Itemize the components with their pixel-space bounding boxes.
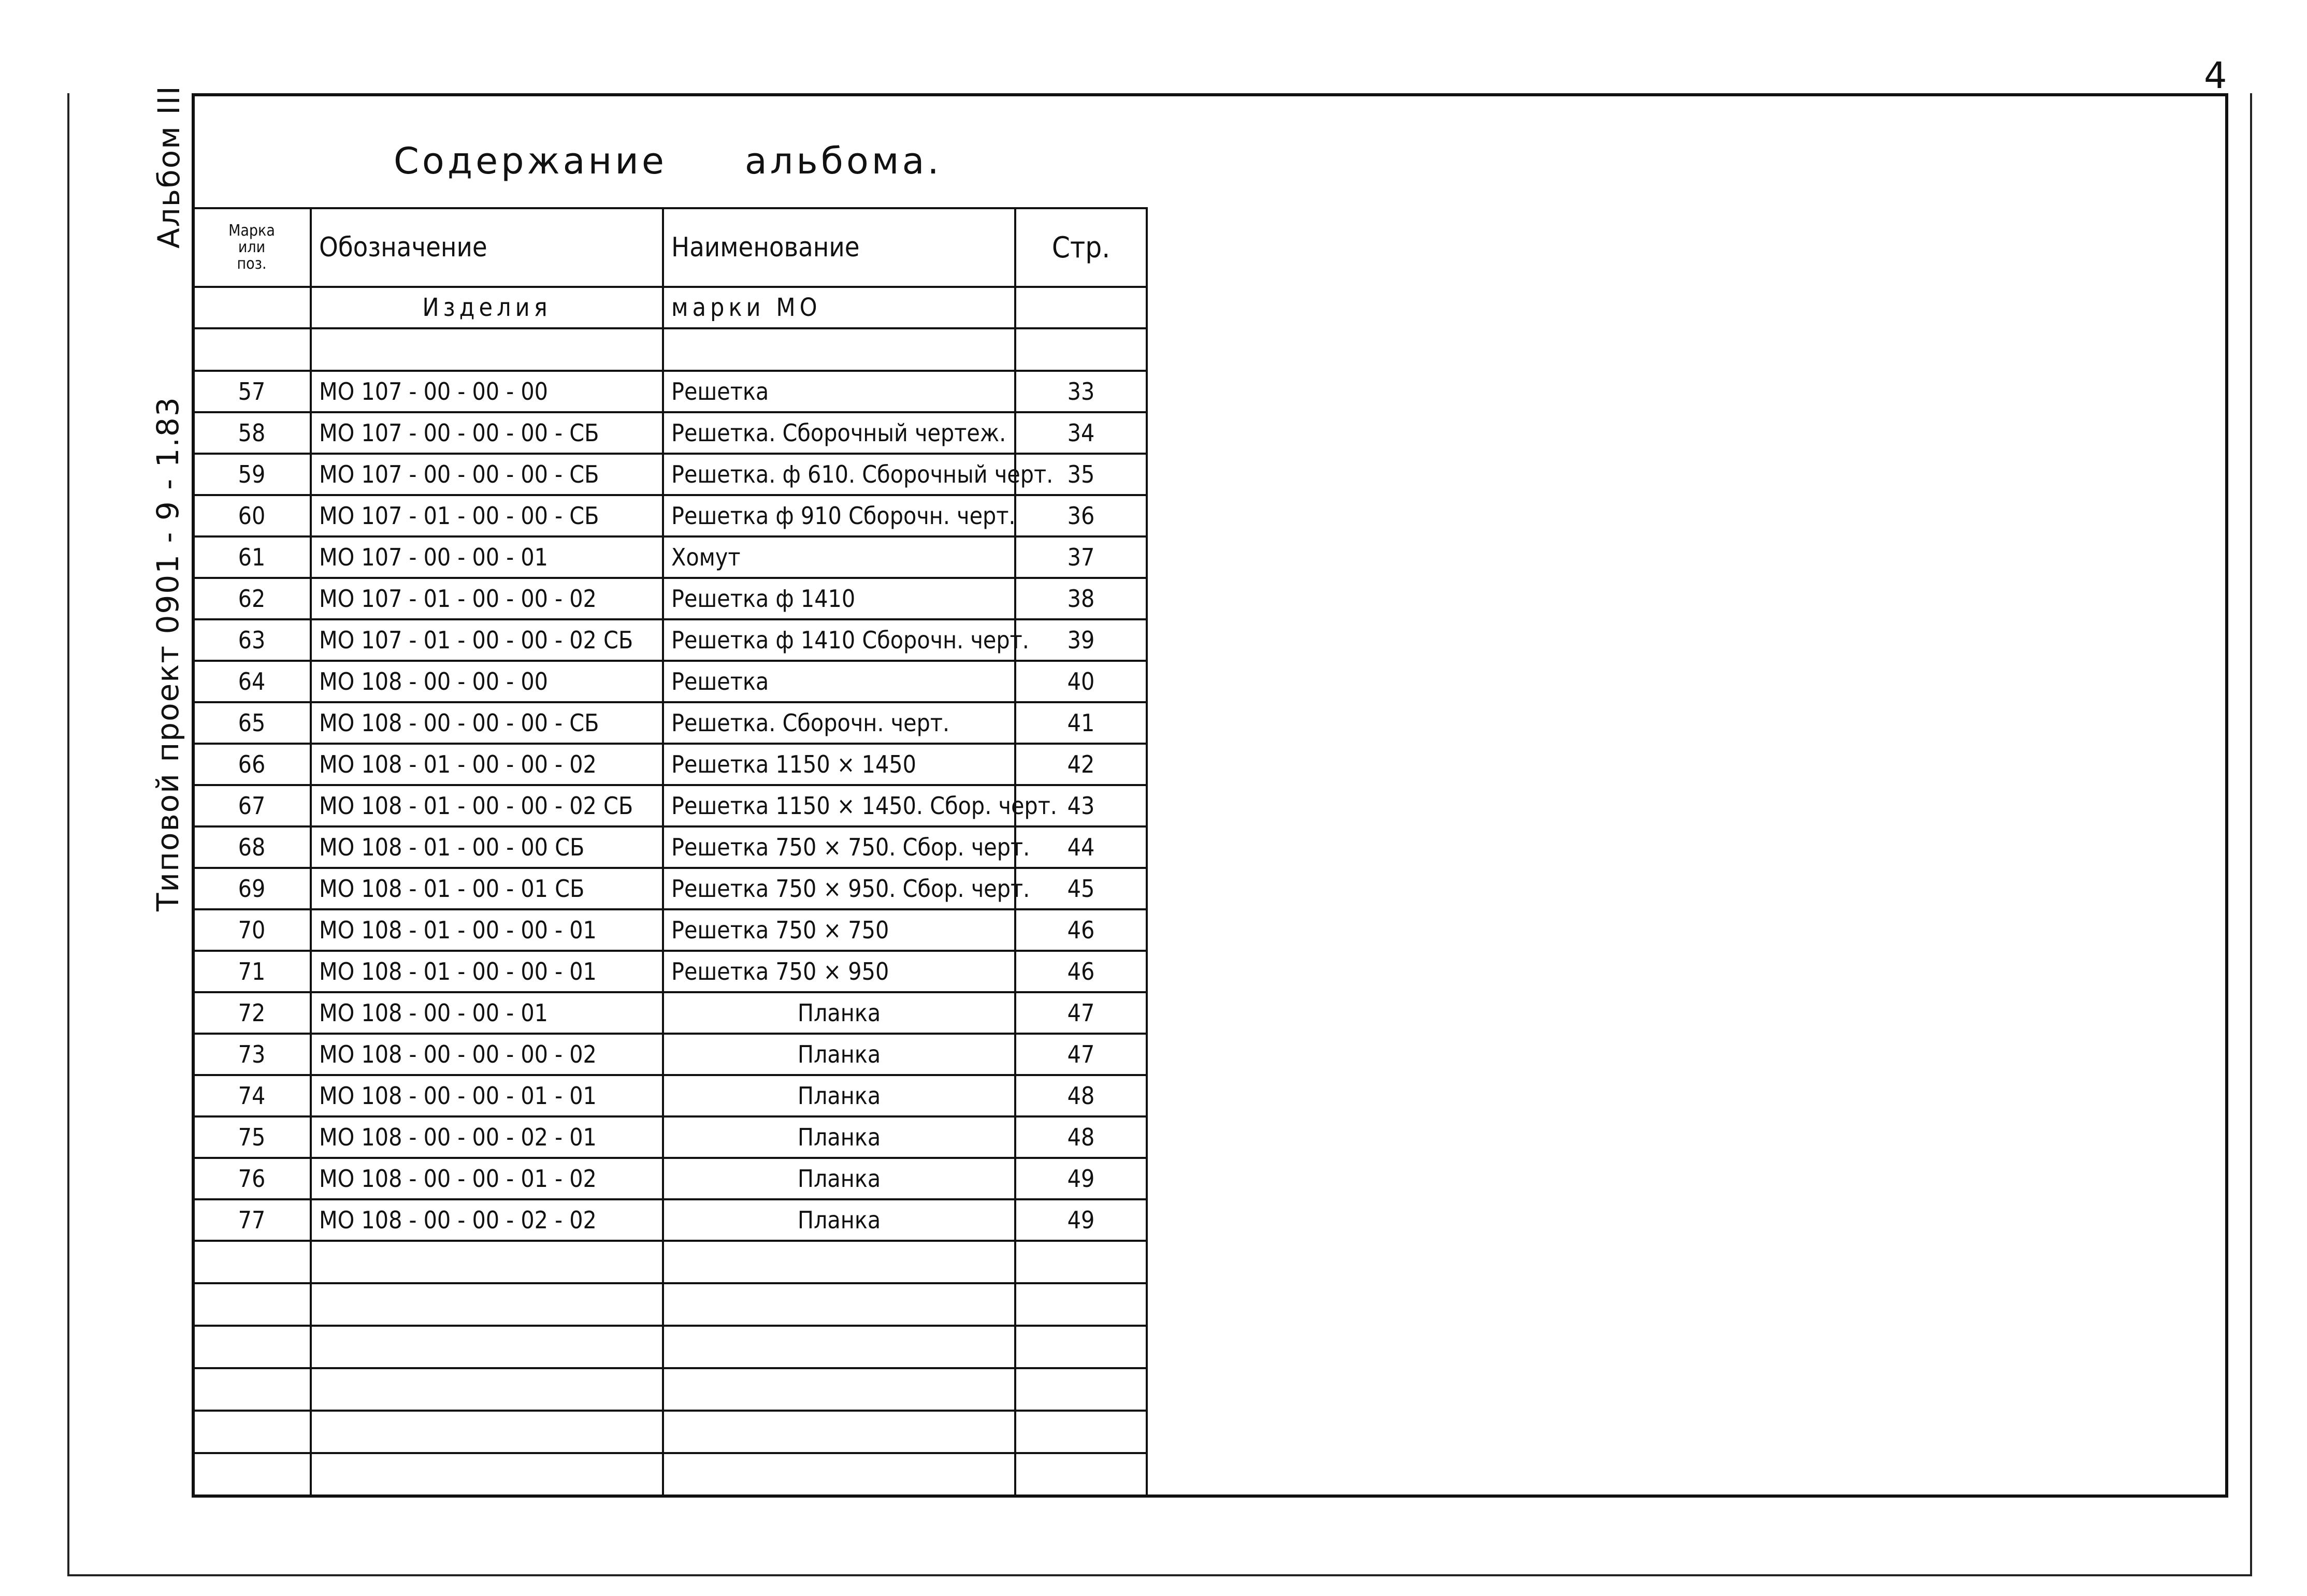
title-word-album: альбома.	[744, 140, 942, 182]
row-page: 41	[1015, 702, 1147, 744]
row-designation: МО 108 - 00 - 00 - 02 - 02	[311, 1199, 663, 1241]
row-name: Решетка	[663, 371, 1015, 412]
row-name: Решетка 750 × 950	[663, 951, 1015, 992]
header-designation: Обозначение	[311, 208, 663, 287]
row-name: Планка	[663, 1116, 1015, 1158]
table-row	[193, 661, 1147, 702]
row-page: 40	[1015, 661, 1147, 702]
row-position: 70	[193, 909, 311, 951]
row-page: 38	[1015, 578, 1147, 619]
row-designation: МО 108 - 01 - 00 - 00 - 02 СБ	[311, 785, 663, 826]
row-name: Решетка ф 1410	[663, 578, 1015, 619]
row-designation: МО 107 - 01 - 00 - 00 - 02 СБ	[311, 619, 663, 661]
row-page: 36	[1015, 495, 1147, 536]
table-row	[193, 744, 1147, 785]
empty-cell	[311, 1326, 663, 1368]
row-name: Решетка 750 × 950. Сбор. черт.	[663, 868, 1015, 909]
row-page: 37	[1015, 536, 1147, 578]
row-page: 48	[1015, 1075, 1147, 1116]
table-row	[193, 1034, 1147, 1075]
header-mark-line2: или	[238, 238, 266, 256]
row-designation: МО 108 - 00 - 00 - 00 - 02	[311, 1034, 663, 1075]
row-position: 73	[193, 1034, 311, 1075]
row-designation: МО 108 - 00 - 00 - 02 - 01	[311, 1116, 663, 1158]
row-name: Решетка 750 × 750	[663, 909, 1015, 951]
blank-row	[193, 1411, 1147, 1453]
row-name: Планка	[663, 992, 1015, 1034]
empty-cell	[663, 328, 1015, 371]
row-position: 62	[193, 578, 311, 619]
empty-cell	[311, 1411, 663, 1453]
row-name: Решетка 1150 × 1450	[663, 744, 1015, 785]
spacer-row	[193, 328, 1147, 371]
section-row	[193, 287, 1147, 328]
empty-cell	[193, 1326, 311, 1368]
side-label-album: Альбом III	[151, 85, 186, 249]
row-designation: МО 108 - 00 - 00 - 01 - 01	[311, 1075, 663, 1116]
table-row	[193, 536, 1147, 578]
table-row	[193, 702, 1147, 744]
table-header-row	[193, 208, 1147, 287]
row-name: Решетка. Сборочный чертеж.	[663, 412, 1015, 454]
header-mark-line1: Марка	[228, 222, 275, 240]
row-designation: МО 107 - 00 - 00 - 00	[311, 371, 663, 412]
row-position: 77	[193, 1199, 311, 1241]
table-row	[193, 371, 1147, 412]
row-position: 57	[193, 371, 311, 412]
table-row	[193, 826, 1147, 868]
row-designation: МО 107 - 01 - 00 - 00 - СБ	[311, 495, 663, 536]
row-position: 61	[193, 536, 311, 578]
row-position: 72	[193, 992, 311, 1034]
row-name: Планка	[663, 1199, 1015, 1241]
page-number: 4	[2204, 54, 2227, 97]
empty-cell	[193, 1453, 311, 1496]
table-row	[193, 412, 1147, 454]
row-name: Решетка ф 1410 Сборочн. черт.	[663, 619, 1015, 661]
table-row	[193, 992, 1147, 1034]
row-page: 33	[1015, 371, 1147, 412]
row-designation: МО 108 - 00 - 00 - 01 - 02	[311, 1158, 663, 1199]
empty-cell	[1015, 1453, 1147, 1496]
table-row	[193, 1116, 1147, 1158]
row-position: 58	[193, 412, 311, 454]
row-page: 47	[1015, 992, 1147, 1034]
row-position: 64	[193, 661, 311, 702]
row-position: 74	[193, 1075, 311, 1116]
row-position: 69	[193, 868, 311, 909]
empty-cell	[663, 1241, 1015, 1283]
row-designation: МО 108 - 01 - 00 - 01 СБ	[311, 868, 663, 909]
row-page: 35	[1015, 454, 1147, 495]
row-name: Хомут	[663, 536, 1015, 578]
empty-cell	[311, 1453, 663, 1496]
table-row	[193, 1075, 1147, 1116]
empty-cell	[663, 1368, 1015, 1411]
row-page: 42	[1015, 744, 1147, 785]
row-designation: МО 108 - 00 - 00 - 00 - СБ	[311, 702, 663, 744]
row-designation: МО 107 - 01 - 00 - 00 - 02	[311, 578, 663, 619]
row-position: 60	[193, 495, 311, 536]
row-position: 71	[193, 951, 311, 992]
header-mark	[193, 208, 311, 287]
row-page: 47	[1015, 1034, 1147, 1075]
table-row	[193, 1199, 1147, 1241]
row-position: 76	[193, 1158, 311, 1199]
row-position: 65	[193, 702, 311, 744]
row-designation: МО 107 - 00 - 00 - 00 - СБ	[311, 412, 663, 454]
row-position: 75	[193, 1116, 311, 1158]
row-position: 67	[193, 785, 311, 826]
empty-cell	[1015, 1411, 1147, 1453]
empty-cell	[1015, 1241, 1147, 1283]
header-page: Стр.	[1015, 208, 1147, 287]
row-page: 45	[1015, 868, 1147, 909]
row-name: Решетка	[663, 661, 1015, 702]
blank-row	[193, 1283, 1147, 1326]
table-row	[193, 868, 1147, 909]
row-page: 39	[1015, 619, 1147, 661]
row-designation: МО 108 - 01 - 00 - 00 СБ	[311, 826, 663, 868]
document-title	[394, 140, 942, 182]
row-name: Решетка 1150 × 1450. Сбор. черт.	[663, 785, 1015, 826]
section-name: марки МО	[663, 287, 1015, 328]
row-page: 46	[1015, 909, 1147, 951]
section-cell-empty	[1015, 287, 1147, 328]
row-position: 59	[193, 454, 311, 495]
empty-cell	[193, 1368, 311, 1411]
header-mark-line3: поз.	[237, 255, 267, 273]
row-page: 48	[1015, 1116, 1147, 1158]
empty-cell	[1015, 1368, 1147, 1411]
empty-cell	[193, 1411, 311, 1453]
blank-row	[193, 1368, 1147, 1411]
row-designation: МО 107 - 00 - 00 - 00 - СБ	[311, 454, 663, 495]
empty-cell	[663, 1453, 1015, 1496]
empty-cell	[193, 328, 311, 371]
row-designation: МО 108 - 01 - 00 - 00 - 01	[311, 951, 663, 992]
blank-row	[193, 1453, 1147, 1496]
empty-cell	[1015, 328, 1147, 371]
row-page: 46	[1015, 951, 1147, 992]
row-name: Планка	[663, 1075, 1015, 1116]
items-body	[193, 371, 1147, 1241]
row-name: Планка	[663, 1158, 1015, 1199]
row-page: 34	[1015, 412, 1147, 454]
row-name: Решетка. Сборочн. черт.	[663, 702, 1015, 744]
empty-cell	[663, 1411, 1015, 1453]
row-page: 49	[1015, 1199, 1147, 1241]
empty-cell	[663, 1283, 1015, 1326]
row-designation: МО 107 - 00 - 00 - 01	[311, 536, 663, 578]
header-name: Наименование	[663, 208, 1015, 287]
row-position: 66	[193, 744, 311, 785]
table-row	[193, 1158, 1147, 1199]
empty-cell	[193, 1241, 311, 1283]
table-row	[193, 578, 1147, 619]
row-name: Решетка. ф 610. Сборочный черт.	[663, 454, 1015, 495]
section-designation: Изделия	[311, 287, 663, 328]
row-designation: МО 108 - 01 - 00 - 00 - 02	[311, 744, 663, 785]
row-name: Решетка 750 × 750. Сбор. черт.	[663, 826, 1015, 868]
empty-cell	[311, 1368, 663, 1411]
row-page: 43	[1015, 785, 1147, 826]
table-row	[193, 454, 1147, 495]
empty-cell	[1015, 1326, 1147, 1368]
side-label-project: Типовой проект 0901 - 9 - 1.83	[150, 396, 185, 911]
row-page: 49	[1015, 1158, 1147, 1199]
row-designation: МО 108 - 00 - 00 - 01	[311, 992, 663, 1034]
blank-rows	[193, 1241, 1147, 1496]
contents-table	[192, 207, 1148, 1497]
empty-cell	[663, 1326, 1015, 1368]
table-row	[193, 619, 1147, 661]
row-designation: МО 108 - 01 - 00 - 00 - 01	[311, 909, 663, 951]
row-name: Планка	[663, 1034, 1015, 1075]
table-row	[193, 951, 1147, 992]
empty-cell	[193, 1283, 311, 1326]
table-row	[193, 909, 1147, 951]
row-designation: МО 108 - 00 - 00 - 00	[311, 661, 663, 702]
title-word-contents: Содержание	[394, 140, 667, 182]
table-row	[193, 785, 1147, 826]
section-cell-empty	[193, 287, 311, 328]
blank-row	[193, 1326, 1147, 1368]
empty-cell	[311, 1283, 663, 1326]
row-name: Решетка ф 910 Сборочн. черт.	[663, 495, 1015, 536]
empty-cell	[311, 1241, 663, 1283]
row-position: 68	[193, 826, 311, 868]
blank-row	[193, 1241, 1147, 1283]
empty-cell	[1015, 1283, 1147, 1326]
row-page: 44	[1015, 826, 1147, 868]
row-position: 63	[193, 619, 311, 661]
empty-cell	[311, 328, 663, 371]
table-row	[193, 495, 1147, 536]
